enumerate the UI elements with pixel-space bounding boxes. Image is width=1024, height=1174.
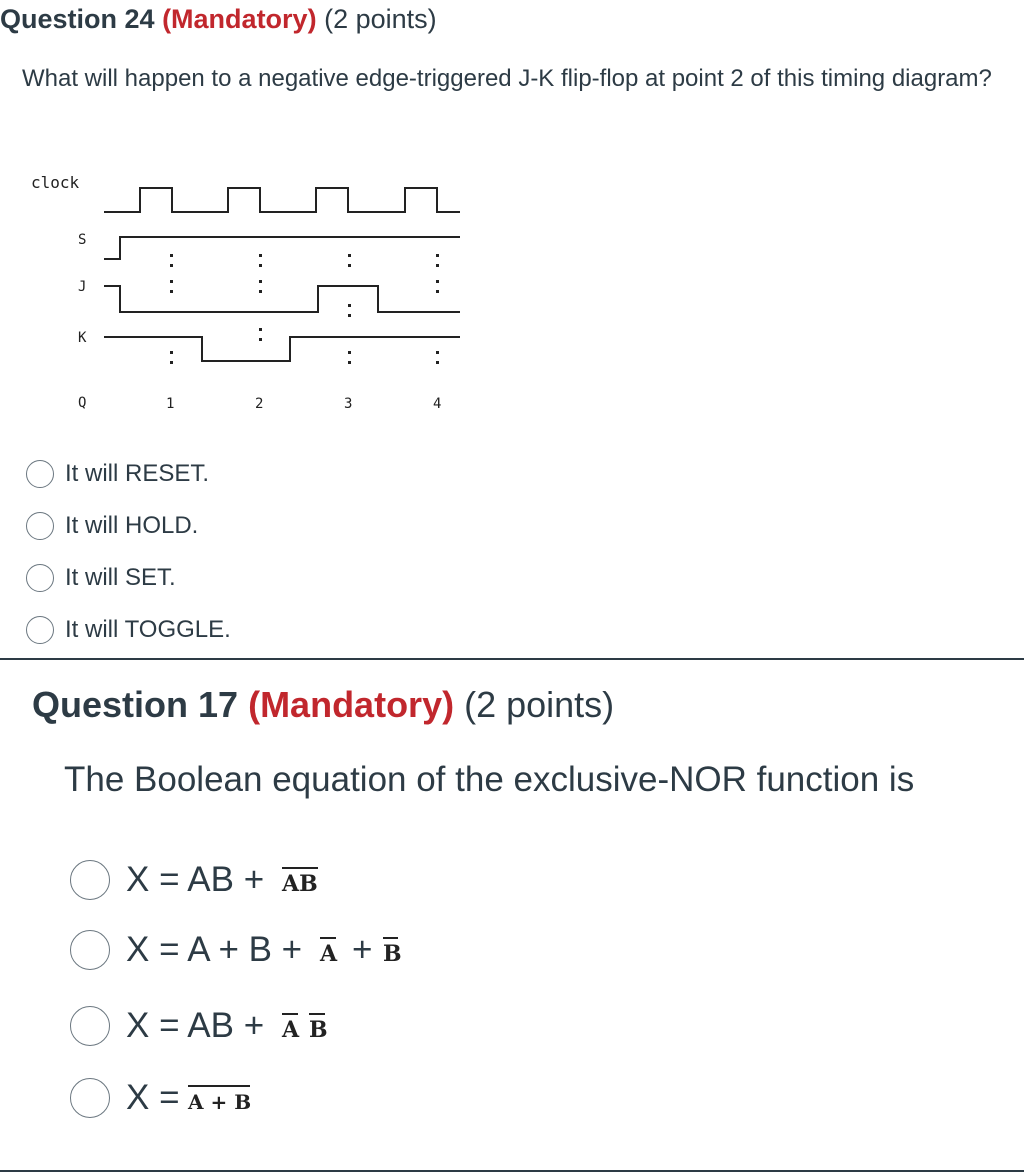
formula (126, 1076, 446, 1120)
radio-button[interactable] (26, 564, 54, 592)
signal-label-k: K (78, 330, 87, 346)
option-label: It will TOGGLE. (65, 616, 231, 643)
signal-label-s: S (78, 232, 87, 248)
clock-waveform (104, 188, 460, 212)
formula (126, 928, 446, 972)
formula (126, 858, 446, 902)
point-label-1: 1 (166, 396, 175, 412)
question-17-text: The Boolean equation of the exclusive-NOR function is (64, 760, 915, 799)
formula-lhs: X = A + B + (126, 930, 312, 969)
q24-option-reset[interactable] (26, 460, 209, 488)
question-number: Question 17 (32, 684, 239, 725)
formula-plus: + (352, 930, 373, 969)
radio-button[interactable] (70, 930, 110, 970)
formula-overlined: A + B (188, 1090, 252, 1114)
radio-button[interactable] (70, 860, 110, 900)
mandatory-label: (Mandatory) (248, 684, 455, 725)
formula-a-bar: A (320, 941, 338, 967)
signal-label-q: Q (78, 395, 87, 411)
point-label-4: 4 (433, 396, 442, 412)
s-waveform (104, 237, 460, 259)
question-number: Question 24 (0, 4, 155, 34)
points-label: (2 points) (324, 4, 437, 34)
signal-label-clock: clock (31, 173, 80, 192)
points-label: (2 points) (464, 684, 615, 725)
q17-option-b[interactable] (70, 928, 446, 972)
radio-button[interactable] (26, 512, 54, 540)
formula-lhs: X = AB + (126, 1006, 274, 1045)
radio-button[interactable] (26, 460, 54, 488)
option-label: It will HOLD. (65, 512, 199, 539)
formula (126, 1004, 446, 1048)
point-label-3: 3 (344, 396, 353, 412)
q17-option-c[interactable] (70, 1004, 446, 1048)
option-label: It will SET. (65, 564, 176, 591)
q17-option-a[interactable] (70, 858, 446, 902)
k-waveform (104, 337, 460, 361)
question-divider (0, 658, 1024, 660)
bottom-divider (0, 1170, 1024, 1172)
timing-diagram (20, 162, 480, 424)
q24-option-hold[interactable] (26, 512, 198, 540)
formula-b-bar: B (383, 941, 402, 967)
edge-markers (170, 254, 439, 364)
question-24-text: What will happen to a negative edge-triggered J-K flip-flop at point 2 of this timing diagram? (22, 65, 992, 92)
option-label: It will RESET. (65, 460, 210, 487)
q24-option-toggle[interactable] (26, 616, 231, 644)
q17-option-d[interactable] (70, 1076, 446, 1120)
formula-lhs: X = (126, 1078, 190, 1117)
question-24-header (0, 4, 437, 35)
q24-option-set[interactable] (26, 564, 176, 592)
radio-button[interactable] (70, 1006, 110, 1046)
point-label-2: 2 (255, 396, 264, 412)
radio-button[interactable] (26, 616, 54, 644)
formula-lhs: X = AB + (126, 860, 274, 899)
question-17-header (32, 684, 614, 726)
mandatory-label: (Mandatory) (162, 4, 317, 34)
j-waveform (104, 286, 460, 312)
formula-a-bar: A (282, 1017, 300, 1043)
formula-b-bar: B (309, 1017, 328, 1043)
formula-overlined: AB (282, 871, 318, 897)
radio-button[interactable] (70, 1078, 110, 1118)
signal-label-j: J (78, 279, 87, 295)
